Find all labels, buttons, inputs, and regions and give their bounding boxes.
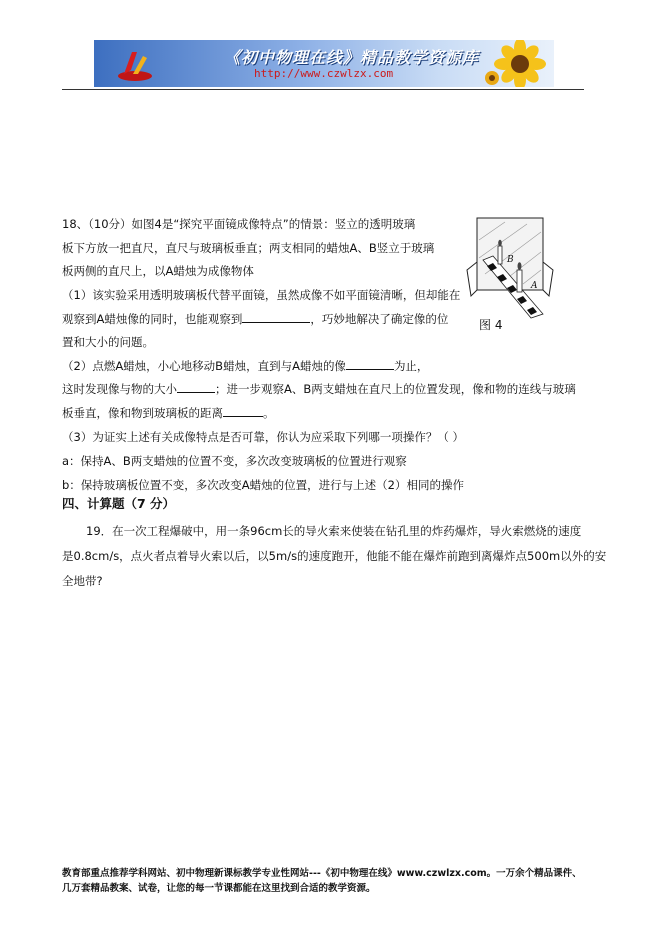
q19-line-1: 19．在一次工程爆破中，用一条96cm长的导火索来使装在钻孔里的炸药爆炸，导火索燃烧的速度 [86, 524, 582, 538]
q18-line-8-a: 这时发现像与物的大小 [62, 382, 177, 396]
q18-line-7 [62, 358, 428, 374]
header-banner [94, 40, 554, 87]
answer-blank-4[interactable] [223, 405, 263, 417]
page-footer [62, 866, 582, 896]
q19-line-3: 全地带? [62, 574, 103, 588]
answer-blank-2[interactable] [346, 358, 394, 370]
q18-line-9 [62, 405, 275, 421]
footer-line-1: 教育部重点推荐学科网站、初中物理新课标教学专业性网站---《初中物理在线》www.czwlzx.com。一万余个精品课件、 [62, 868, 582, 879]
q18-line-5 [62, 311, 448, 327]
q18-line-5-b: ，巧妙地解决了确定像的位 [310, 312, 449, 326]
banner-url[interactable]: http://www.czwlzx.com [254, 67, 394, 80]
q18-line-2: 板下方放一把直尺，直尺与玻璃板垂直；两支相同的蜡烛A、B竖立于玻璃 [62, 241, 435, 255]
q18-line-9-b: 。 [263, 406, 275, 420]
footer-line-2: 几万套精品教案、试卷，让您的每一节课都能在这里找到合适的教学资源。 [62, 883, 376, 894]
logo-icon [116, 48, 154, 82]
q18-line-8-b: ；进一步观察A、B两支蜡烛在直尺上的位置发现，像和物的连线与玻璃 [215, 382, 576, 396]
figure-4-caption: 图 4 [479, 318, 503, 332]
q18-option-b: b：保持玻璃板位置不变，多次改变A蜡烛的位置，进行与上述（2）相同的操作 [62, 478, 464, 492]
q19-line-2: 是0.8cm/s，点火者点着导火索以后，以5m/s的速度跑开，他能不能在爆炸前跑到离爆炸点500m以外的安 [62, 549, 607, 563]
q18-line-8 [62, 381, 576, 397]
sunflower-icon [480, 40, 550, 87]
q18-option-a: a：保持A、B两支蜡烛的位置不变，多次改变玻璃板的位置进行观察 [62, 454, 407, 468]
answer-blank-1[interactable] [242, 311, 310, 323]
q18-line-3: 板两侧的直尺上，以A蜡烛为成像物体 [62, 264, 254, 278]
q18-line-7-b: 为止， [393, 359, 429, 373]
figure-label-a: A [531, 281, 538, 291]
figure-label-b: B [507, 255, 514, 265]
q18-line-7-a: （2）点燃A蜡烛，小心地移动B蜡烛，直到与A蜡烛的像 [62, 359, 346, 373]
header-rule [62, 89, 584, 90]
q18-line-6: 置和大小的问题。 [62, 335, 154, 349]
section-title-calculation: 四、计算题（7 分） [62, 496, 176, 511]
figure-4-mirror-experiment [465, 210, 555, 320]
q18-line-4: （1）该实验采用透明玻璃板代替平面镜，虽然成像不如平面镜清晰，但却能在 [62, 288, 461, 302]
q18-line-9-a: 板垂直，像和物到玻璃板的距离 [62, 406, 223, 420]
q18-line-10: （3）为证实上述有关成像特点是否可靠，你认为应采取下列哪一项操作？（ ） [62, 430, 464, 444]
answer-blank-3[interactable] [177, 381, 215, 393]
q18-line-1: 18、（10分）如图4是“探究平面镜成像特点”的情景：竖立的透明玻璃 [62, 217, 416, 231]
q18-line-5-a: 观察到A蜡烛像的同时，也能观察到 [62, 312, 243, 326]
banner-title: 《初中物理在线》精品教学资源库 [224, 48, 480, 67]
